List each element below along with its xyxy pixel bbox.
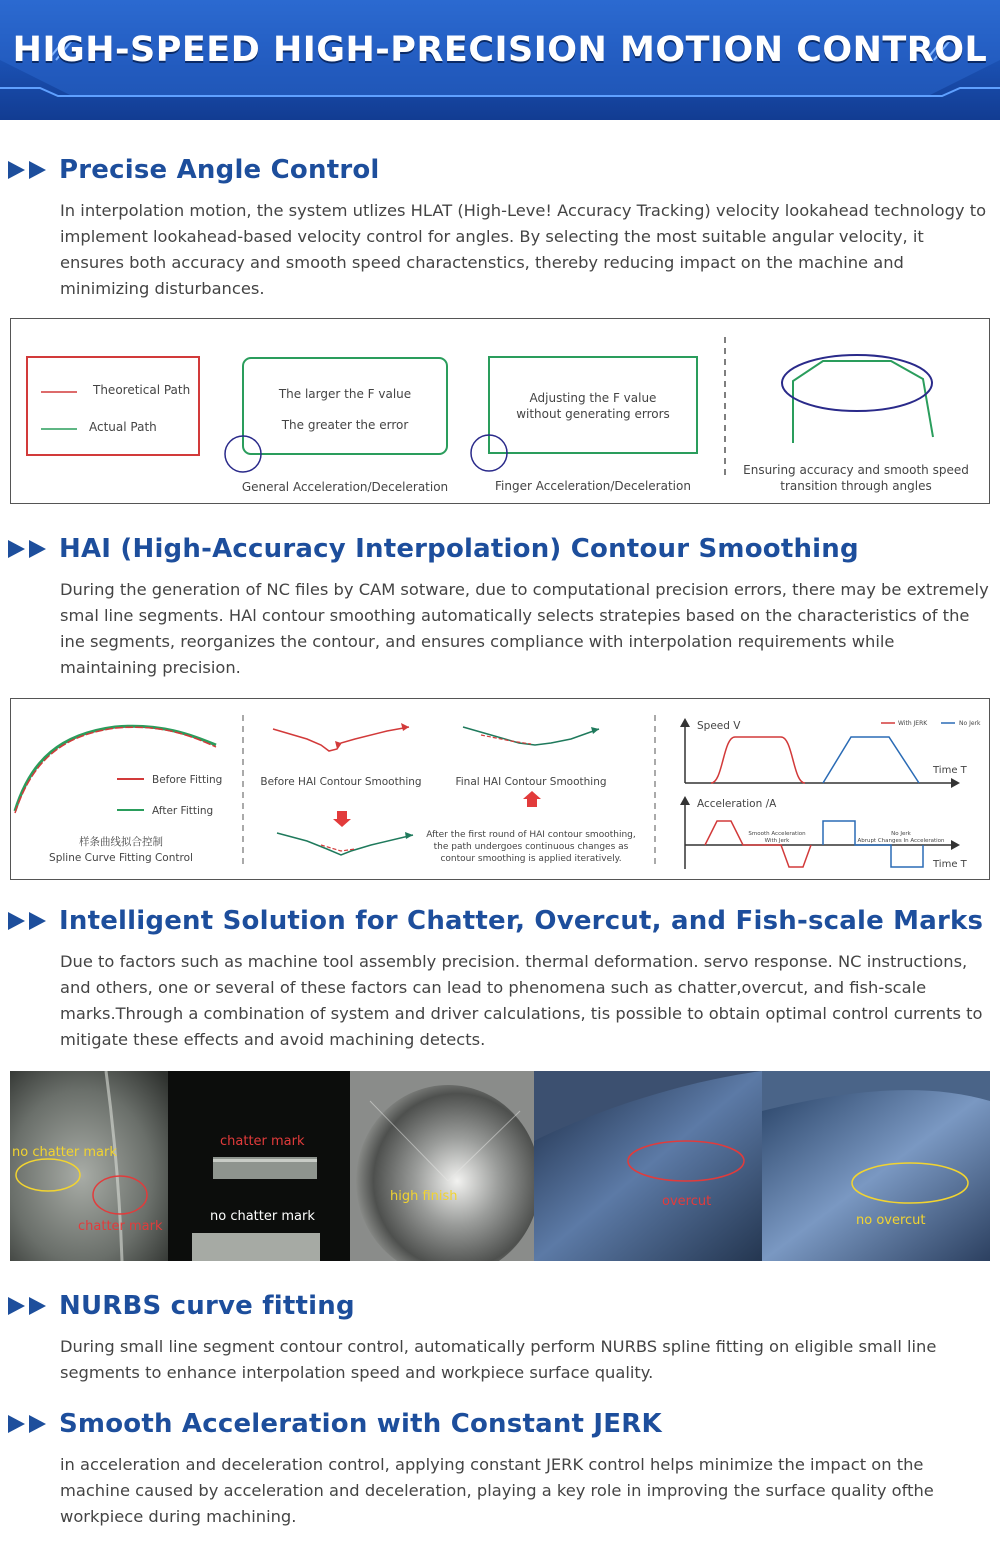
time-axis-label-1: Time T	[933, 765, 967, 776]
section-title: Intelligent Solution for Chatter, Overcut, and Fish-scale Marks	[59, 906, 984, 936]
angle-line2: transition through angles	[780, 479, 932, 493]
section-description: In interpolation motion, the system utlizes HLAT (High-Leve! Accuracy Tracking) velocity lookahead technology to implement lookahead-based velocity control for angles. By selecting the most suitable angular velocity, it ensures both accuracy and smooth speed charactenstics, thereby reducing impact on the machine and minimizing disturbances.	[60, 201, 987, 298]
general-path-shape	[243, 358, 447, 454]
no-jerk-speed-curve	[823, 737, 919, 783]
spline-caption: Spline Curve Fitting Control	[49, 852, 193, 864]
no-chatter-label: no chatter mark	[210, 1209, 315, 1224]
legend-actual: Actual Path	[89, 420, 157, 434]
header-banner	[0, 0, 1000, 120]
up-arrow-icon	[523, 791, 541, 807]
angle-line1: Ensuring accuracy and smooth speed	[743, 463, 969, 477]
no-overcut-label: no overcut	[856, 1213, 926, 1228]
no-jerk-accel-curve	[823, 821, 923, 867]
section-title: Smooth Acceleration with Constant JERK	[59, 1409, 662, 1439]
page-title: HIGH-SPEED HIGH-PRECISION MOTION CONTROL	[12, 30, 988, 70]
general-caption: General Acceleration/Deceleration	[241, 480, 449, 494]
double-play-arrow-icon	[8, 1413, 50, 1435]
section-header-hai-smoothing	[8, 529, 859, 569]
section-description: Due to factors such as machine tool assembly precision. thermal deformation. servo response. NC instructions, and others, one or several of these factors can lead to phenomena such as chatter,overcut, and fish-scale marks.Through a combination of system and driver calculations, tis possible to obtain optimal control currents to mitigate these effects and avoid machining detects.	[60, 952, 983, 1049]
hai-note-2: the path undergoes continuous changes as	[433, 842, 629, 852]
speed-axis-label: Speed V	[697, 720, 741, 732]
final-hai-caption: Final HAI Contour Smoothing	[455, 776, 607, 788]
general-line2: The greater the error	[281, 418, 409, 432]
legend-before: Before Fitting	[152, 774, 223, 786]
section-header-angle-control	[8, 150, 380, 190]
no-jerk-line1: No Jerk	[891, 831, 911, 837]
photo-high-finish	[350, 1071, 534, 1261]
finger-line1: Adjusting the F value	[529, 391, 657, 405]
section-title: NURBS curve fitting	[59, 1291, 355, 1321]
section-header-chatter-overcut	[8, 901, 983, 941]
section-title: HAI (High-Accuracy Interpolation) Contour Smoothing	[59, 534, 859, 564]
legend-with-jerk: With JERK	[898, 720, 928, 727]
section-header-nurbs	[8, 1286, 355, 1326]
intermediate-path	[277, 833, 413, 855]
smooth-accel-line1: Smooth Acceleration	[748, 831, 806, 837]
double-play-arrow-icon	[8, 159, 50, 181]
legend-no-jerk: No Jerk	[959, 720, 981, 727]
hai-smoothing-diagram	[10, 698, 990, 880]
section-description: During the generation of NC files by CAM sotware, due to computational precision errors, there may be extremely smal line segments. HAl contour smoothing automatically selects stratepies based on the characteristics of the ine segments, reorganizes the contour, and ensures compliance with interpolation requirements while maintaining precision.	[60, 580, 989, 677]
spline-cn-label: 样条曲线拟合控制	[79, 836, 163, 848]
finger-line2: without generating errors	[516, 407, 670, 421]
section-title: Precise Angle Control	[59, 155, 380, 185]
double-play-arrow-icon	[8, 538, 50, 560]
section-header-constant-jerk	[8, 1404, 662, 1444]
chatter-label: chatter mark	[78, 1219, 163, 1234]
no-jerk-line2: Abrupt Changes In Acceleration	[857, 838, 945, 844]
hai-note-1: After the first round of HAI contour smoothing,	[426, 830, 636, 840]
smooth-accel-line2: With Jerk	[764, 838, 790, 844]
after-fitting-curve	[15, 726, 216, 811]
legend-box	[27, 357, 199, 455]
angle-control-diagram	[10, 318, 990, 504]
double-play-arrow-icon	[8, 1295, 50, 1317]
hai-smoothing-figure	[11, 699, 989, 879]
photo-overcut	[534, 1071, 762, 1261]
with-jerk-accel-curve	[705, 821, 811, 867]
chatter-label: chatter mark	[220, 1134, 305, 1149]
angle-control-figure	[11, 319, 989, 503]
no-chatter-label: no chatter mark	[12, 1145, 117, 1160]
overcut-label: overcut	[662, 1194, 712, 1209]
down-arrow-icon	[333, 811, 351, 827]
legend-after: After Fitting	[152, 805, 214, 817]
before-hai-caption: Before HAI Contour Smoothing	[260, 776, 422, 788]
before-fitting-curve	[15, 727, 216, 813]
general-line1: The larger the F value	[278, 387, 412, 401]
finger-caption: Finger Acceleration/Deceleration	[495, 479, 691, 493]
before-hai-path	[273, 727, 409, 751]
legend-theoretical: Theoretical Path	[93, 383, 191, 397]
with-jerk-speed-curve	[711, 737, 805, 783]
high-finish-label: high finish	[390, 1189, 458, 1204]
section-description: in acceleration and deceleration control, applying constant JERK control helps minimize the impact on the machine caused by acceleration and deceleration, playing a key role in improving the surface quality ofthe workpiece during machining.	[60, 1455, 934, 1526]
double-play-arrow-icon	[8, 910, 50, 932]
photo-chatter-comparison-2	[168, 1071, 350, 1261]
photo-no-overcut	[762, 1071, 990, 1261]
hai-note-3: contour smoothing is applied iteratively.	[440, 854, 622, 864]
finger-path-shape	[489, 357, 697, 453]
photo-chatter-comparison-1	[10, 1071, 168, 1261]
section-description: During small line segment contour control, automatically perform NURBS spline fitting on eligible small line segments to enhance interpolation speed and workpiece surface quality.	[60, 1337, 937, 1382]
time-axis-label-2: Time T	[933, 859, 967, 870]
angle-highlight-ellipse	[782, 355, 932, 411]
accel-axis-label: Acceleration /A	[697, 798, 777, 810]
